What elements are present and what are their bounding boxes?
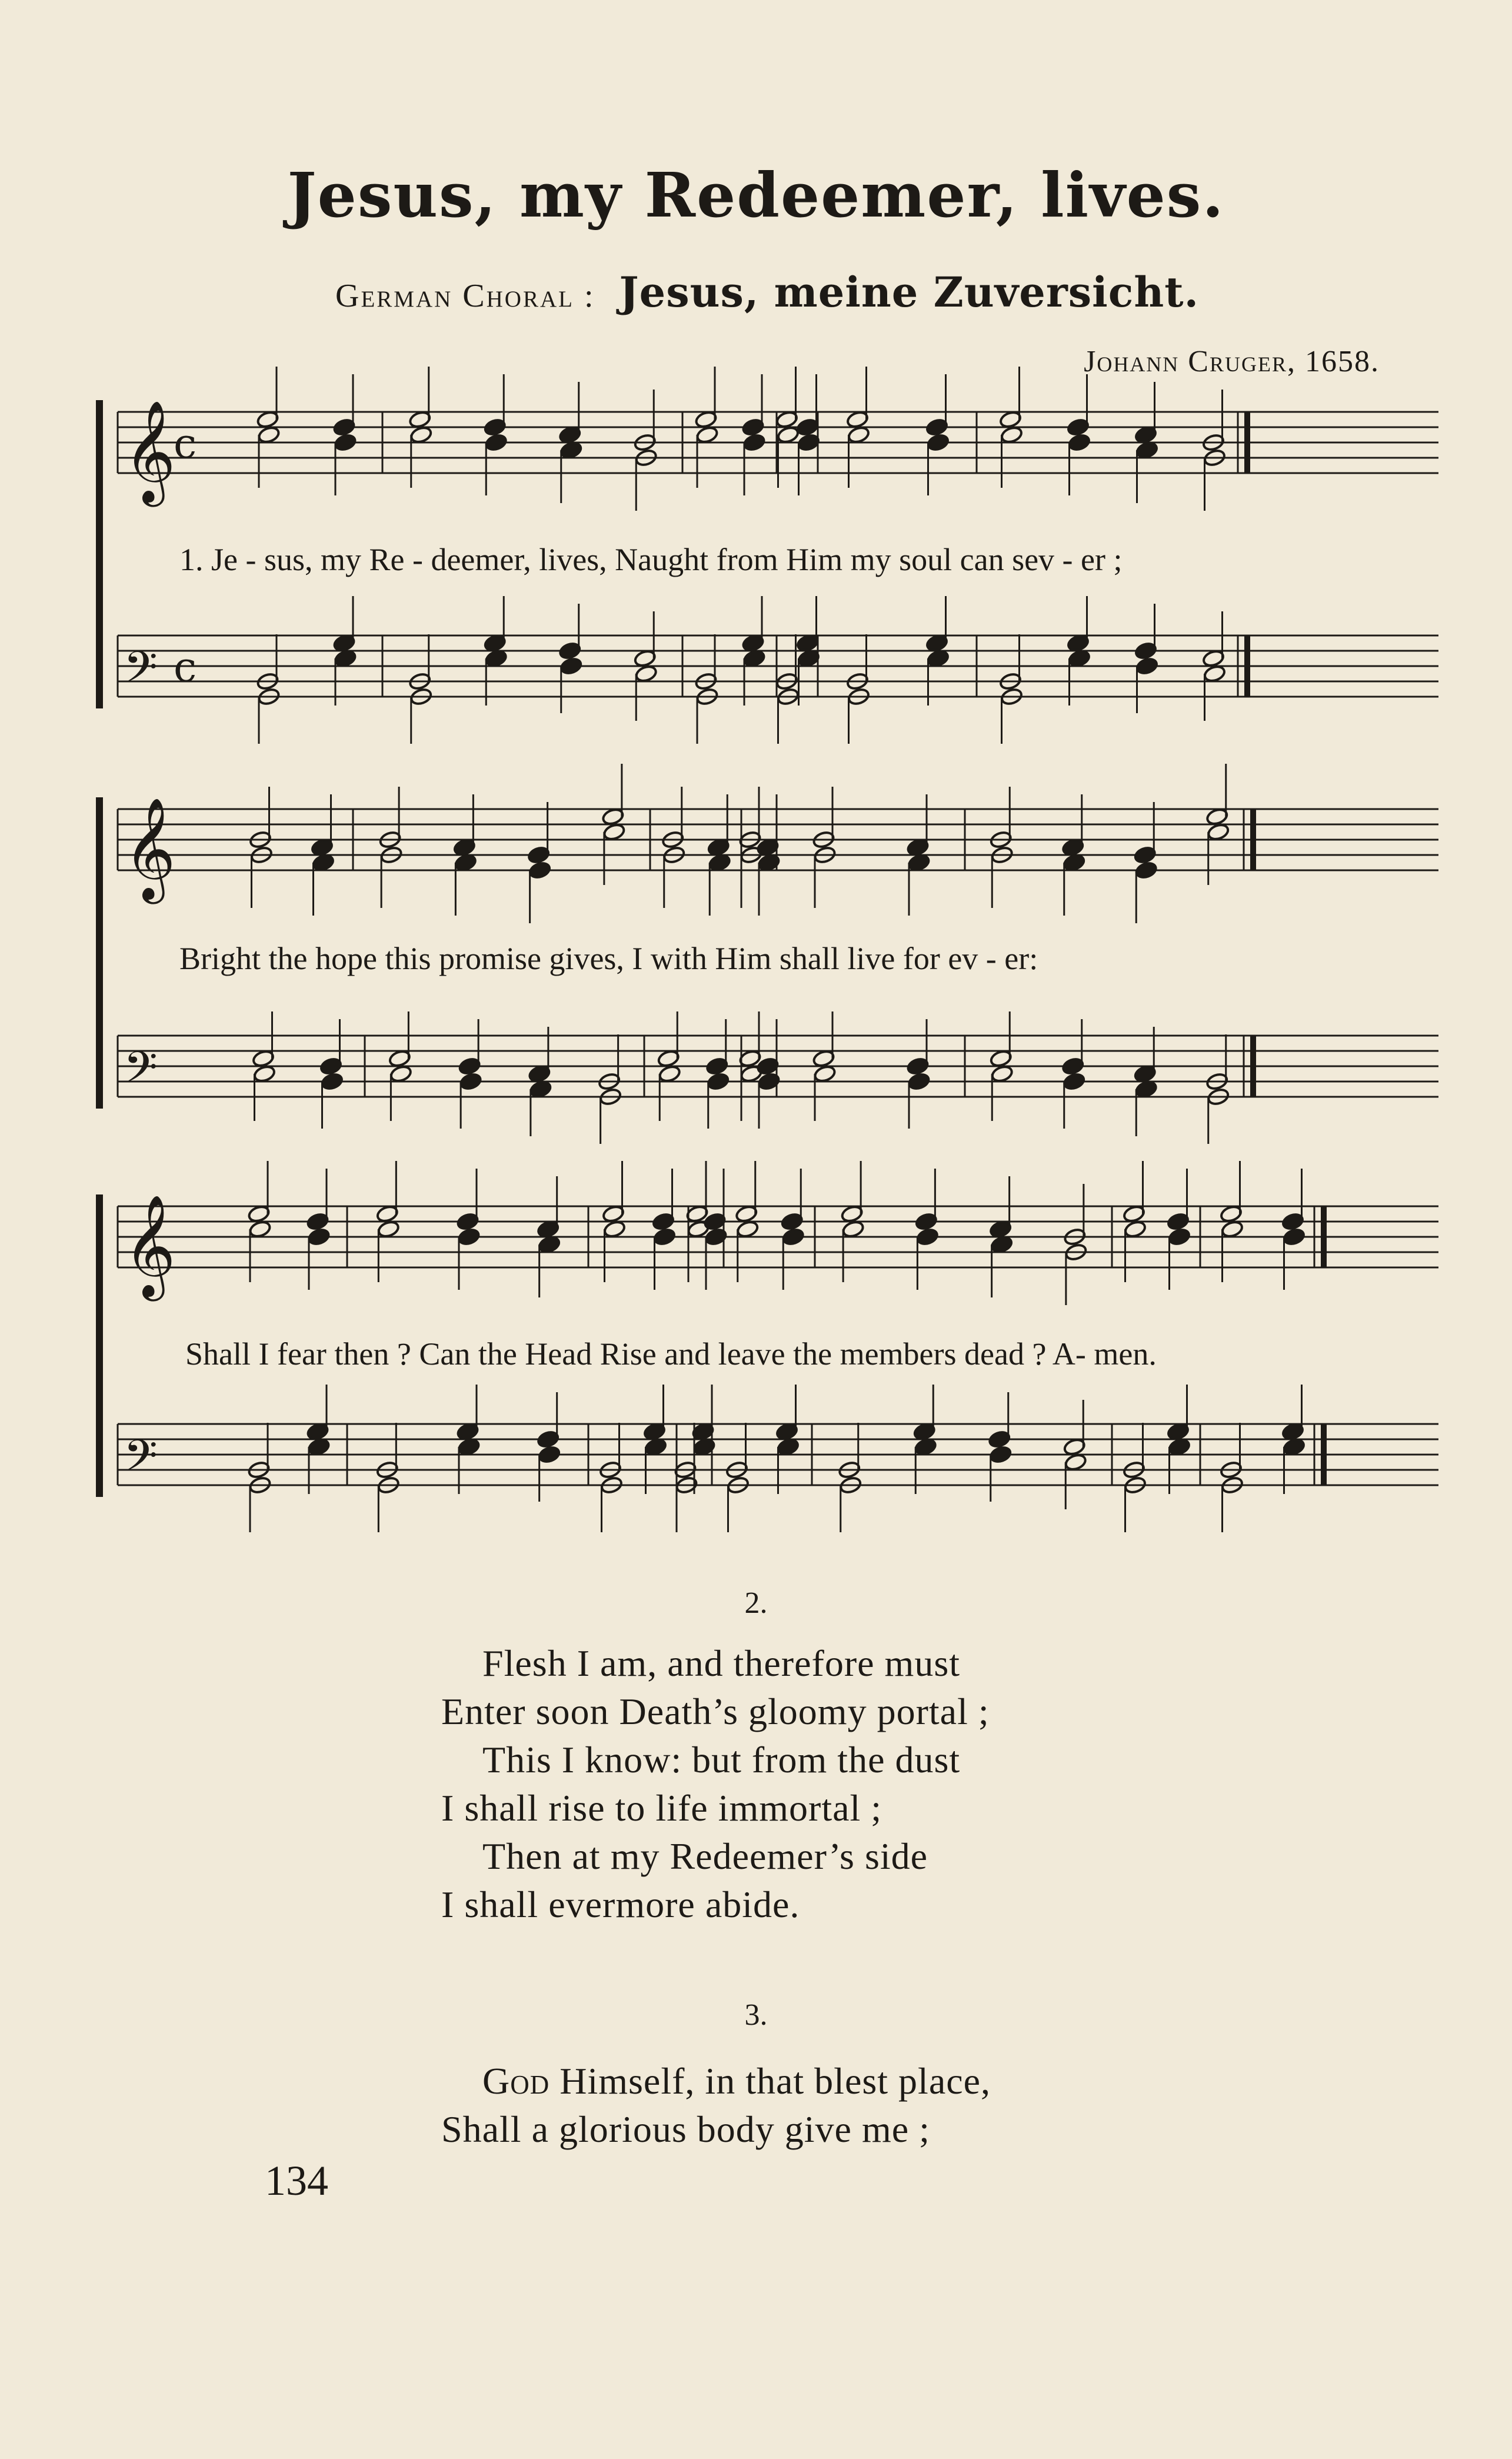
stanza-2-number: 2. bbox=[744, 1586, 768, 1620]
stanza-2-line-5: Then at my Redeemer’s side bbox=[482, 1835, 928, 1877]
notehead bbox=[1124, 1220, 1147, 1239]
notehead bbox=[782, 1227, 805, 1246]
notehead bbox=[1203, 664, 1226, 683]
notehead bbox=[742, 649, 765, 668]
notehead bbox=[914, 1438, 937, 1456]
stanza-3-number: 3. bbox=[744, 1998, 768, 2032]
notehead bbox=[1135, 441, 1158, 460]
system-bracket bbox=[96, 1194, 103, 1497]
notehead bbox=[707, 1072, 730, 1091]
notehead bbox=[907, 853, 930, 872]
notehead bbox=[253, 1064, 276, 1083]
notehead bbox=[797, 649, 820, 668]
system-bracket bbox=[96, 797, 103, 1109]
notehead bbox=[990, 1235, 1013, 1254]
common-time-icon: c bbox=[174, 643, 197, 691]
notehead bbox=[1221, 1220, 1244, 1239]
treble-clef-icon: 𝄞 bbox=[124, 1194, 176, 1297]
lyric-line-3: Shall I fear then ? Can the Head Rise and leave the members dead ? A- men. bbox=[185, 1336, 1157, 1372]
notehead bbox=[1000, 425, 1023, 444]
notehead bbox=[538, 1235, 561, 1254]
notehead bbox=[485, 649, 508, 668]
notehead bbox=[257, 425, 280, 444]
tune-label: German Choral : bbox=[335, 278, 595, 314]
bass-clef-icon: 𝄢 bbox=[124, 642, 158, 704]
notehead bbox=[695, 425, 718, 444]
notehead bbox=[603, 1220, 626, 1239]
notehead bbox=[321, 1072, 344, 1091]
notehead bbox=[559, 441, 582, 460]
notehead bbox=[307, 1227, 330, 1246]
hymn-title: Jesus, my Redeemer, lives. bbox=[287, 159, 1225, 231]
notehead bbox=[777, 1438, 800, 1456]
notehead bbox=[1063, 1072, 1085, 1091]
notehead bbox=[559, 657, 582, 676]
notehead bbox=[248, 1220, 271, 1239]
notehead bbox=[1283, 1227, 1305, 1246]
notehead bbox=[528, 861, 551, 880]
notehead bbox=[907, 1072, 930, 1091]
notehead bbox=[454, 853, 477, 872]
system-bracket bbox=[96, 400, 103, 708]
treble-clef-icon: 𝄞 bbox=[124, 797, 176, 900]
notehead bbox=[1207, 823, 1230, 841]
notehead bbox=[457, 1438, 480, 1456]
notehead bbox=[1283, 1438, 1305, 1456]
notehead bbox=[797, 433, 820, 452]
notehead bbox=[1168, 1227, 1191, 1246]
stanza-3-first-word: God bbox=[482, 2060, 550, 2102]
page-number: 134 bbox=[265, 2157, 328, 2204]
notehead bbox=[334, 649, 357, 668]
notehead bbox=[736, 1220, 759, 1239]
notehead bbox=[841, 1220, 864, 1239]
notehead bbox=[1064, 1453, 1087, 1472]
bass-clef-icon: 𝄢 bbox=[124, 1042, 158, 1104]
notehead bbox=[991, 1064, 1014, 1083]
notehead bbox=[312, 853, 335, 872]
notehead bbox=[485, 433, 508, 452]
notehead bbox=[777, 425, 800, 444]
bass-clef-icon: 𝄢 bbox=[124, 1430, 158, 1492]
notehead bbox=[708, 853, 731, 872]
notehead bbox=[989, 1445, 1012, 1464]
notehead bbox=[1068, 649, 1091, 668]
notehead bbox=[602, 823, 625, 841]
treble-clef-icon: 𝄞 bbox=[124, 400, 176, 503]
notehead bbox=[529, 1080, 552, 1099]
notehead bbox=[847, 425, 870, 444]
stanza-2-line-3: This I know: but from the dust bbox=[482, 1739, 961, 1781]
notehead bbox=[409, 425, 432, 444]
notehead bbox=[927, 433, 950, 452]
notehead bbox=[658, 1064, 681, 1083]
stanza-2-line-4: I shall rise to life immortal ; bbox=[441, 1787, 882, 1829]
composer-credit: Johann Cruger, 1658. bbox=[1084, 345, 1380, 378]
notehead bbox=[927, 649, 950, 668]
stanza-2-line-1: Flesh I am, and therefore must bbox=[482, 1642, 960, 1684]
notehead bbox=[459, 1072, 482, 1091]
stanza-3-line-1 bbox=[482, 2059, 991, 2103]
notehead bbox=[916, 1227, 939, 1246]
stanza-2-line-2: Enter soon Death’s gloomy portal ; bbox=[441, 1691, 990, 1732]
notehead bbox=[457, 1227, 480, 1246]
notehead bbox=[635, 664, 658, 683]
stanza-3-line-1-rest: Himself, in that blest place, bbox=[549, 2060, 991, 2102]
notehead bbox=[538, 1445, 561, 1464]
notehead bbox=[644, 1438, 667, 1456]
common-time-icon: c bbox=[174, 420, 197, 468]
notehead bbox=[1063, 853, 1085, 872]
stanza-2-line-6: I shall evermore abide. bbox=[441, 1884, 800, 1925]
notehead bbox=[1168, 1438, 1191, 1456]
lyric-line-1: 1. Je - sus, my Re - deemer, lives, Naught from Him my soul can sev - er ; bbox=[179, 542, 1123, 577]
lyric-line-2: Bright the hope this promise gives, I with Him shall live for ev - er: bbox=[179, 941, 1038, 976]
notehead bbox=[1068, 433, 1091, 452]
notehead bbox=[742, 433, 765, 452]
notehead bbox=[334, 433, 357, 452]
notehead bbox=[389, 1064, 412, 1083]
notehead bbox=[1135, 861, 1158, 880]
notehead bbox=[1135, 1080, 1158, 1099]
notehead bbox=[307, 1438, 330, 1456]
tune-name: Jesus, meine Zuversicht. bbox=[619, 268, 1199, 317]
notehead bbox=[653, 1227, 676, 1246]
stanza-3-line-2: Shall a glorious body give me ; bbox=[441, 2108, 930, 2150]
notehead bbox=[1135, 657, 1158, 676]
notehead bbox=[377, 1220, 400, 1239]
notehead bbox=[813, 1064, 836, 1083]
